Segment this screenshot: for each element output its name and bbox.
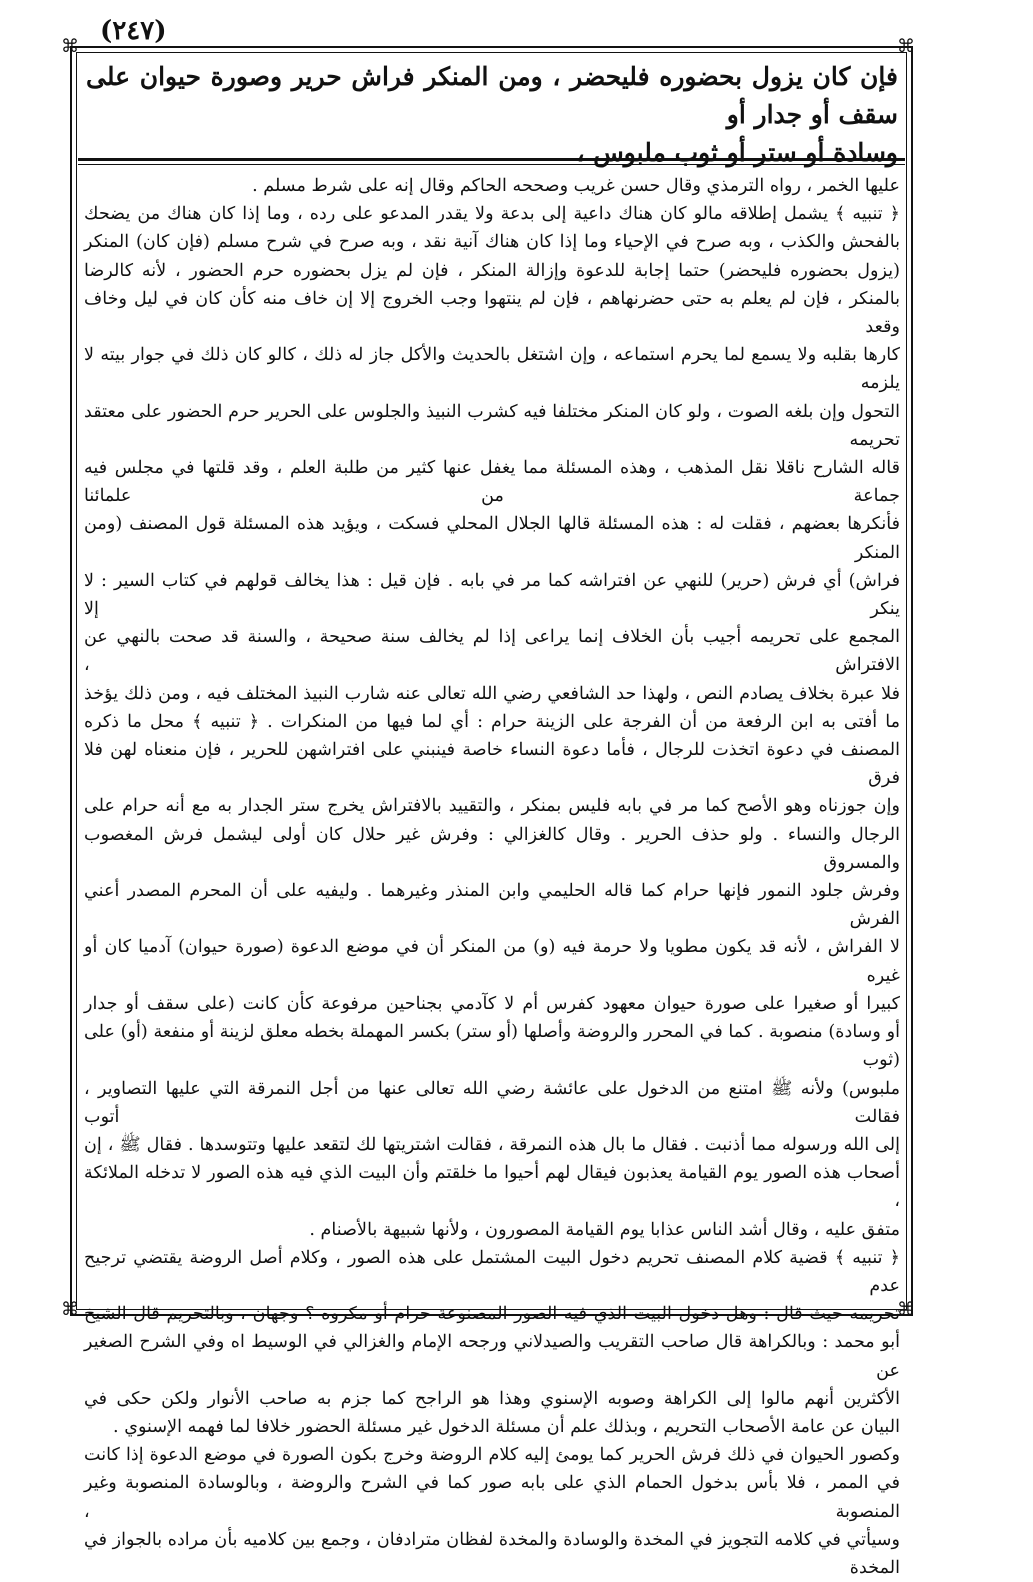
sharh-line: البيان عن عامة الأصحاب التحريم ، وبذلك علم أن مسئلة الدخول غير مسئلة الحضور خلافا لما فهمه الإسنوي . (113, 1416, 900, 1437)
sharh-line: المصنف في دعوة اتخذت للرجال ، فأما دعوة النساء خاصة فينبني على افتراشهن للحرير ، فإن منعناه لهن فلا فرق (84, 740, 900, 789)
sharh-line: فلا عبرة بخلاف يصادم النص ، ولهذا حد الشافعي رضي الله تعالى عنه شارب النبيذ المختلف فيه ، ومن ذلك يؤخذ (84, 683, 900, 704)
sharh-line: عليها الخمر ، رواه الترمذي وقال حسن غريب وصححه الحاكم وقال إنه على شرط مسلم . (252, 176, 900, 196)
sharh-line: إلى الله ورسوله مما أذنبت . فقال ما بال هذه النمرقة ، فقالت اشتريتها لك لتقعد عليها وتتوسدها . فقال ﷺ ، إن (84, 1134, 900, 1155)
sharh-line: الرجال والنساء . ولو حذف الحرير . وقال كالغزالي : وفرش غير حلال كان أولى ليشمل فرش المغصوب والمسروق (84, 824, 900, 873)
sharh-line: كارها بقلبه ولا يسمع لما يحرم استماعه ، وإن اشتغل بالحديث والأكل جاز له ذلك ، كالو كان ذلك في جوار بيته لا يلزمه (84, 345, 900, 394)
sharh-line: متفق عليه ، وقال أشد الناس عذابا يوم القيامة المصورون ، ولأنها شبيهة بالأصنام . (309, 1219, 900, 1240)
corner-ornament-icon: ⌘ (61, 1299, 79, 1320)
matn-line: وسادة أو ستر أو ثوب ملبوس ، (576, 138, 898, 167)
sharh-line: تحريمه حيث قال : وهل دخول البيت الذي فيه الصور المصنوعة حرام أو مكروه ؟ وجهان ، وبالتحريم قال الشيخ (84, 1304, 900, 1325)
sharh-line: أصحاب هذه الصور يوم القيامة يعذبون فيقال لهم أحيوا ما خلقتم وأن البيت الذي فيه هذه الصور لا تدخله الملائكة ، (84, 1163, 900, 1212)
corner-ornament-icon: ⌘ (897, 1299, 915, 1320)
matn-line: فإن كان يزول بحضوره فليحضر ، ومن المنكر فراش حرير وصورة حيوان على سقف أو جدار أو (86, 62, 898, 129)
sharh-line: قاله الشارح ناقلا نقل المذهب ، وهذه المسئلة مما يغفل عنها كثير من طلبة العلم ، وقد قلتها في مجلس فيه جماعة من علمائنا (84, 458, 900, 507)
sharh-line: وفرش جلود النمور فإنها حرام كما قاله الحليمي وابن المنذر وغيرهما . وليفيه على أن المحرم المصدر أعني الفرش (84, 881, 900, 930)
sharh-line: ملبوس) ولأنه ﷺ امتنع من الدخول على عائشة رضي الله تعالى عنها من أجل النمرقة التي عليها التصاوير ، فقالت أتوب (84, 1078, 900, 1127)
sharh-line: بالفحش والكذب ، وبه صرح في الإحياء وما إذا كان هناك آنية نقد ، وبه صرح في شرح مسلم (فإن كان) المنكر (84, 232, 900, 253)
sharh-line: أو وسادة) منصوبة . كما في المحرر والروضة وأصلها (أو ستر) بكسر المهملة بخطه معلق لزينة أو منفعة (أو) على (ثوب (84, 1022, 900, 1071)
sharh-line: ما أفتى به ابن الرفعة من أن الفرجة على الزينة حرام : أي لما فيها من المنكرات . ﴿ تنبيه ﴾ محل ما ذكره (84, 711, 900, 732)
sharh-line: فراش) أي فرش (حرير) للنهي عن افتراشه كما مر في بابه . فإن قيل : هذا يخالف قولهم في كتاب السير : لا ينكر إلا (84, 570, 900, 620)
sharh-line: فأنكرها بعضهم ، فقلت له : هذه المسئلة قالها الجلال المحلي فسكت ، ويؤيد هذه المسئلة قول المصنف (ومن المنكر (84, 514, 900, 563)
page-number: (٢٤٧) (100, 16, 167, 46)
sharh-line: التحول وإن بلغه الصوت ، ولو كان المنكر مختلفا فيه كشرب النبيذ والجلوس على الحرير حرم الحضور على معتقد تحريمه (84, 401, 900, 450)
corner-ornament-icon: ⌘ (897, 36, 915, 57)
sharh-line: بالمنكر ، فإن لم يعلم به حتى حضرنهاهم ، فإن لم ينتهوا وجب الخروج إلا إن خاف منه كأن كان في ليل وخاف وقعد (84, 288, 900, 338)
sharh-line: المجمع على تحريمه أجيب بأن الخلاف إنما يراعى إذا لم يخالف سنة صحيحة ، والسنة قد صحت بالنهي عن الافتراش ، (84, 627, 900, 676)
sharh-line: وسيأتي في كلامه التجويز في المخدة والوسادة والمخدة لفظان مترادفان ، وجمع بين كلاميه بأن مراده بالجواز في المخدة (84, 1529, 900, 1578)
sharh-line: في الممر ، فلا بأس بدخول الحمام الذي على بابه صور كما في الشرح والروضة ، وبالوسادة المنصوبة وغير المنصوبة ، (84, 1473, 900, 1522)
sharh-text (84, 172, 900, 1582)
matn-text (86, 58, 898, 172)
sharh-line: كبيرا أو صغيرا على صورة حيوان معهود كفرس أم لا كآدمي بجناحين مرفوعة كأن كانت (على سقف أو جدار (84, 993, 900, 1014)
sharh-line: ﴿ تنبيه ﴾ يشمل إطلاقه مالو كان هناك داعية إلى بدعة ولا يقدر المدعو على رده ، وما إذا كان هناك من يضحك (84, 204, 900, 225)
separator-rule (78, 158, 905, 161)
sharh-line: أبو محمد : وبالكراهة قال صاحب التقريب والصيدلاني ورجحه الإمام والغزالي في الوسيط اه وفي الشرح الصغير عن (84, 1332, 900, 1381)
corner-ornament-icon: ⌘ (61, 36, 79, 57)
sharh-line: وإن جوزناه وهو الأصح كما مر في بابه فليس بمنكر ، والتقييد بالافتراش يخرج ستر الجدار به مع أنه حرام على (84, 796, 900, 817)
sharh-line: وكصور الحيوان في ذلك فرش الحرير كما يومئ إليه كلام الروضة وخرج بكون الصورة في موضع الدعوة إذا كانت (84, 1445, 900, 1466)
sharh-line: لا الفراش ، لأنه قد يكون مطويا ولا حرمة فيه (و) من المنكر أن في موضع الدعوة (صورة حيوان) آدميا كان أو غيره (84, 937, 900, 986)
sharh-line: ﴿ تنبيه ﴾ قضية كلام المصنف تحريم دخول البيت المشتمل على هذه الصور ، وكلام أصل الروضة يقتضي ترجيح عدم (84, 1247, 900, 1296)
sharh-line: (يزول بحضوره فليحضر) حتما إجابة للدعوة وإزالة المنكر ، فإن لم يزل بحضوره حرم الحضور ، لأنه كالرضا (84, 260, 900, 281)
sharh-line: الأكثرين أنهم مالوا إلى الكراهة وصوبه الإسنوي وهذا هو الراجح كما جزم به صاحب الأنوار ولكن حكى في (84, 1388, 900, 1409)
separator-rule (78, 164, 905, 165)
